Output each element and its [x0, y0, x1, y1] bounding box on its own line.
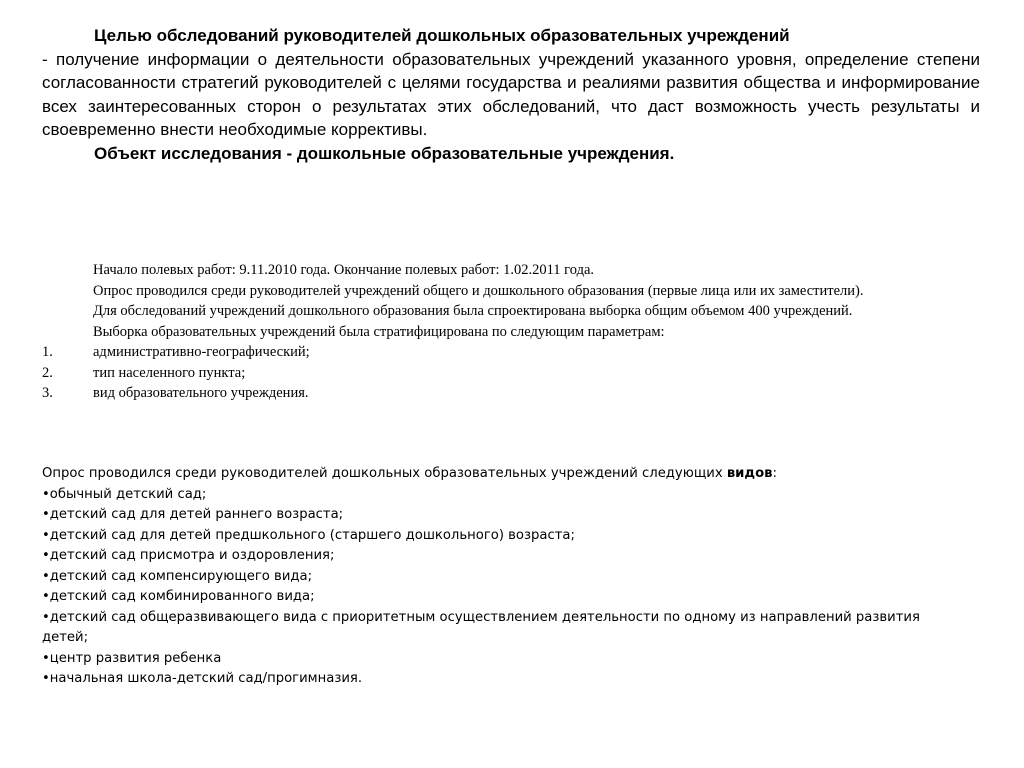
respondents-paragraph: Опрос проводился среди руководителей учреждений общего и дошкольного образования (первые лица или их заместители). [93, 282, 864, 299]
types-intro-text: Опрос проводился среди руководителей дошкольных образовательных учреждений следующих [42, 466, 727, 481]
purpose-paragraph: - получение информации о деятельности образовательных учреждений указанного уровня, определение степени согласованности стратегий руководителей с целями государства и реалиями развития общества и информирование всех заинтересованных сторон о результатах этих обследований, что даст возможность учесть результаты и своевременно внести необходимые коррективы. [42, 49, 980, 139]
types-intro-colon: : [772, 466, 777, 481]
strata-text: вид образовательного учреждения. [93, 385, 309, 401]
types-list [42, 485, 962, 690]
list-item: •детский сад комбинированного вида; [42, 589, 315, 604]
strata-item [42, 383, 922, 404]
strata-number: 2. [42, 364, 53, 381]
strata-text: тип населенного пункта; [93, 364, 246, 381]
purpose-heading: Целью обследований руководителей дошкольных образовательных учреждений [94, 26, 790, 45]
types-intro-bold: видов [726, 466, 773, 481]
strata-text: административно-географический; [93, 344, 310, 360]
types-section [42, 464, 962, 690]
strata-item [42, 342, 922, 363]
strata-item [42, 363, 922, 384]
purpose-section [42, 24, 980, 165]
list-item: •детский сад для детей предшкольного (старшего дошкольного) возраста; [42, 527, 575, 543]
strata-list [42, 342, 922, 404]
list-item: •детский сад компенсирующего вида; [42, 568, 313, 584]
strata-intro: Выборка образовательных учреждений была стратифицирована по следующим параметрам: [93, 323, 665, 340]
list-item: •детский сад для детей раннего возраста; [42, 507, 344, 522]
list-item: •центр развития ребенка [42, 650, 222, 666]
fieldwork-dates: Начало полевых работ: 9.11.2010 года. Окончание полевых работ: 1.02.2011 года. [93, 262, 595, 278]
list-item: •детский сад общеразвивающего вида с приоритетным осуществлением деятельности по одному из направлений развития детей; [42, 609, 920, 645]
research-object: Объект исследования - дошкольные образовательные учреждения. [94, 143, 675, 163]
strata-number: 1. [42, 344, 53, 360]
list-item: •начальная школа-детский сад/прогимназия. [42, 671, 363, 686]
strata-number: 3. [42, 385, 53, 401]
fieldwork-section [42, 260, 922, 404]
list-item: •детский сад присмотра и оздоровления; [42, 548, 335, 563]
types-intro [42, 464, 962, 485]
list-item: •обычный детский сад; [42, 486, 207, 502]
sample-paragraph: Для обследований учреждений дошкольного образования была спроектирована выборка общим объемом 400 учреждений. [93, 303, 853, 319]
